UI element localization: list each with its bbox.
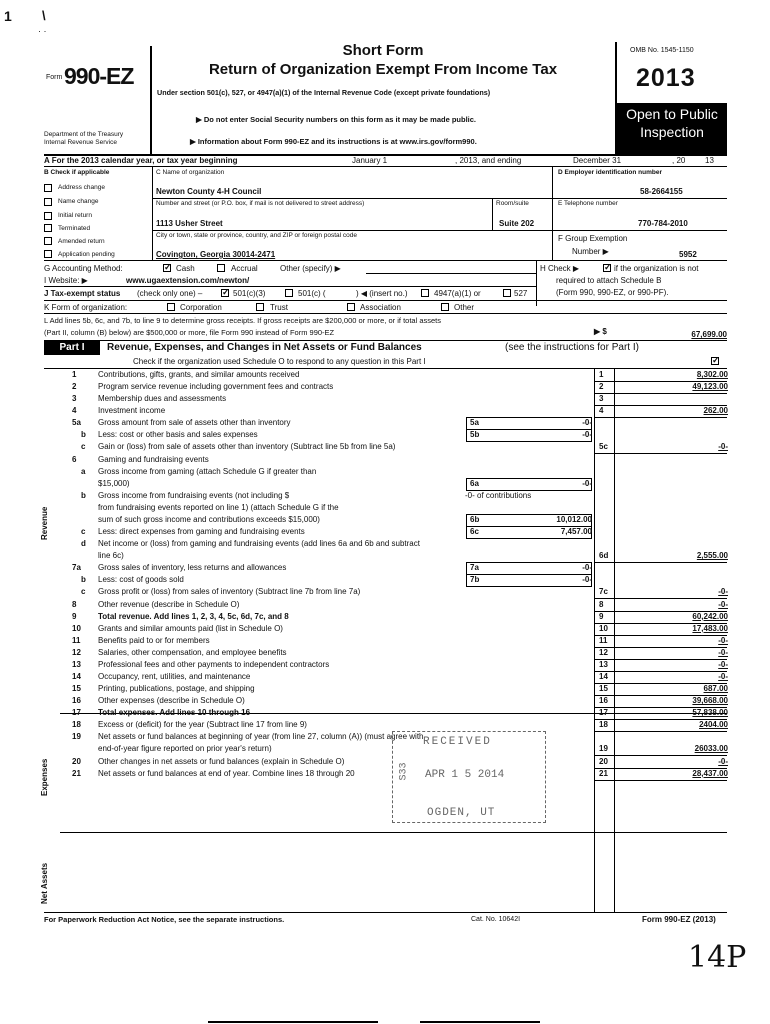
other-method-label: Other (specify) ▶ [280,264,341,273]
line-box-label: 2 [599,382,604,392]
received-stamp [392,731,546,823]
line-b-row [0,491,770,502]
line-description: Gain or (loss) from sale of assets other than inventory (Subtract line 5b from line 5a) [98,442,396,452]
line-description: from fundraising events reported on line 1) (attach Schedule G if the [98,502,339,512]
line-a-label: A For the 2013 calendar year, or tax year beginning [44,156,238,165]
form-of-org-label: K Form of organization: [44,303,128,312]
association-checkbox[interactable] [347,303,355,311]
line-amount[interactable]: -0- [718,659,728,669]
line-description: Gross income from gaming (attach Schedule G if greater than [98,466,317,476]
group-number-label: Number ▶ [572,247,609,256]
line-amount[interactable]: 28,437.00 [692,768,728,778]
room-label: Room/suite [496,200,529,207]
line-box-label: 17 [599,708,608,718]
line-description: Other changes in net assets or fund balances (explain in Schedule O) [98,756,345,766]
line-a-mid: , 2013, and ending [455,156,522,165]
accrual-checkbox[interactable] [217,264,225,272]
inner-box-value[interactable]: 7,457.00 [560,527,592,537]
amended-return-label: Amended return [58,238,105,245]
stamp-location: OGDEN, UT [427,807,496,819]
cash-label: Cash [176,264,195,273]
line-number: a [81,466,86,476]
ein-label: D Employer identification number [558,169,663,176]
inner-box-label: 6c [470,527,479,537]
line-description: Program service revenue including government fees and contracts [98,382,334,392]
year-end-suffix: 13 [705,156,714,165]
line-description: Total revenue. Add lines 1, 2, 3, 4, 5c, 6d, 7c, and 8 [98,611,289,621]
line-number: 3 [72,394,77,404]
line-amount[interactable]: 262.00 [703,406,728,416]
line-number: 6 [72,454,77,464]
line-box-label: 7c [599,587,608,597]
line-number: 12 [72,647,81,657]
tax-exempt-note: (check only one) – [137,289,203,298]
501c3-label: 501(c)(3) [233,289,266,298]
line-l-dollar: ▶ $ [594,327,607,336]
org-name-label: C Name of organization [156,169,225,176]
line-box-label: 13 [599,659,608,669]
line-5b-row [0,430,770,441]
line-number: 20 [72,756,81,766]
501c-checkbox[interactable] [285,289,293,297]
title-short: Short Form [342,42,424,59]
inner-box-label: 6b [470,514,480,524]
line-box-label: 3 [599,394,604,404]
line-description: Gross income from fundraising events (not including $ [98,490,290,500]
line-description: Gross profit or (loss) from sales of inventory (Subtract line 7b from line 7a) [98,587,361,597]
inner-box-value[interactable]: -0- [582,418,592,428]
line-box-label: 9 [599,611,604,621]
line-amount[interactable]: 687.00 [703,684,728,694]
city-label: City or town, state or province, country, and ZIP or foreign postal code [156,232,357,239]
line-6d-row [0,551,770,562]
line-number: 7a [72,563,81,573]
line-21-row [0,769,770,780]
stamp-side: S33 [398,762,410,781]
city-state-zip[interactable]: Covington, Georgia 30014-2471 [156,250,276,259]
line-box-label: 20 [599,756,608,766]
line-16-row [0,696,770,707]
line-box-label: 12 [599,647,608,657]
name-change-label: Name change [58,198,99,205]
inner-box-value[interactable]: -0- [582,430,592,440]
line-number: d [81,539,86,549]
initial-return-label: Initial return [58,212,92,219]
line-5a-row [0,418,770,429]
line-description: Gross amount from sale of assets other than inventory [98,418,291,428]
line-number: 18 [72,720,81,730]
website-value[interactable]: www.ugaextension.com/newton/ [126,276,250,285]
line-number: 1 [72,370,77,379]
inner-box-value[interactable]: -0- [582,563,592,573]
line-h-text: if the organization is not [614,264,699,273]
phone-value[interactable]: 770-784-2010 [638,219,688,228]
line-19-row [0,744,770,755]
line-amount[interactable]: -0- [718,756,728,766]
form-prefix: Form [46,74,63,81]
gross-receipts-value[interactable]: 67,699.00 [691,330,727,339]
line-description: Other expenses (describe in Schedule O) [98,696,245,706]
form-reference: Form 990-EZ (2013) [642,915,716,924]
line-a-row [0,467,770,478]
cash-checkbox[interactable] [163,264,171,272]
line-description: Investment income [98,406,166,416]
line-description: Gross sales of inventory, less returns and allowances [98,563,287,573]
line-description: Membership dues and assessments [98,394,227,404]
line-box-label: 16 [599,696,608,706]
4947-label: 4947(a)(1) or [434,289,481,298]
line-l-text2: (Part II, column (B) below) are $500,000 or more, file Form 990 instead of Form 990-EZ [44,328,335,337]
line-h-label: H Check ▶ [540,264,580,273]
amended-return-checkbox[interactable] [44,237,52,245]
line-19-row [0,732,770,743]
line-amount[interactable]: -0- [718,647,728,657]
501c-label: 501(c) ( [298,289,326,298]
line-number: c [81,527,86,537]
org-name[interactable]: Newton County 4-H Council [156,187,262,196]
line-3-row [0,394,770,405]
tax-year-end: December 31 [573,156,622,165]
corporation-label: Corporation [180,303,222,312]
line-description: Less: cost or other basis and sales expenses [98,430,258,440]
subtitle: Under section 501(c), 527, or 4947(a)(1) of the Internal Revenue Code (except private foundations) [157,88,491,97]
line-amount[interactable]: 26033.00 [694,744,728,754]
line-number: 17 [72,708,81,718]
line-description: end-of-year figure reported on prior year's return) [98,744,272,754]
line-cont-row [0,503,770,514]
line-description: Benefits paid to or for members [98,635,210,645]
line-box-label: 21 [599,768,608,778]
line-amount[interactable]: 17,483.00 [692,623,728,633]
line-7b-row [0,575,770,586]
line-h-text2: required to attach Schedule B [556,276,662,285]
line-box-label: 18 [599,720,608,730]
inner-box-label: 5b [470,430,480,440]
line-4-row [0,406,770,417]
open-public-1: Open to Public [626,106,718,122]
line-box-label: 11 [599,635,608,645]
application-pending-label: Application pending [58,251,115,258]
street-address[interactable]: 1113 Usher Street [156,219,223,228]
dept-line1: Department of the Treasury [44,131,124,138]
line-number: b [81,490,86,500]
dept-line2: Internal Revenue Service [44,139,117,146]
line-number: 10 [72,623,81,633]
line-box-label: 10 [599,623,608,633]
terminated-label: Terminated [58,225,91,232]
line-description-tail: -0- of contributions [465,490,532,500]
line-6b-row [0,515,770,526]
margin-mark: · · [38,26,47,36]
tax-year-begin: January 1 [352,156,388,165]
accounting-method-label: G Accounting Method: [44,264,123,273]
line-17-row [0,708,770,719]
other-org-label: Other [454,303,475,312]
stamp-date: APR 1 5 2014 [425,769,505,781]
line-6a-row [0,479,770,490]
line-description: Grants and similar amounts paid (list in Schedule O) [98,623,283,633]
inner-box-label: 7b [470,575,480,585]
line-12-row [0,648,770,659]
line-box-label: 5c [599,442,608,452]
application-pending-checkbox[interactable] [44,250,52,258]
line-description: Gaming and fundraising events [98,454,209,464]
501c3-checkbox[interactable] [221,289,229,297]
expenses-side-label: Expenses [40,758,49,796]
inner-box-value[interactable]: 10,012.00 [556,514,592,524]
line-7a-row [0,563,770,574]
line-6-row [0,455,770,466]
line-l-text1: L Add lines 5b, 6c, and 7b, to line 9 to determine gross receipts. If gross receipts are $200,000 or more, or if total assets [44,316,442,325]
title-main: Return of Organization Exempt From Income Tax [208,61,558,78]
line-description: $15,000) [98,478,130,488]
inner-box-value[interactable]: -0- [582,575,592,585]
line-box-label: 19 [599,744,608,754]
line-description: Occupancy, rent, utilities, and maintenance [98,672,251,681]
schedule-o-check-text: Check if the organization used Schedule O to respond to any question in this Part I [133,357,426,366]
line-description: Excess or (deficit) for the year (Subtract line 17 from line 9) [98,720,307,730]
line-description: Net assets or fund balances at beginning of year (from line 27, column (A)) (must agree with [98,732,424,742]
line-number: 15 [72,684,81,694]
line-18-row [0,720,770,731]
line-number: 2 [72,382,77,392]
line-description: line 6c) [98,551,124,561]
line-amount[interactable]: -0- [718,442,728,452]
info-note: ▶ Information about Form 990-EZ and its instructions is at www.irs.gov/form990. [190,137,477,146]
line-number: b [81,430,86,440]
accrual-label: Accrual [231,264,258,273]
inner-box-label: 5a [470,418,479,428]
line-number: 16 [72,696,81,706]
line-description: Salaries, other compensation, and employee benefits [98,647,287,657]
schedule-b-checkbox[interactable] [603,264,611,272]
line-description: Printing, publications, postage, and shipping [98,684,255,694]
line-11-row [0,636,770,647]
line-amount[interactable]: -0- [718,599,728,609]
line-6c-row [0,527,770,538]
line-description: Less: cost of goods sold [98,575,184,585]
line-9-row [0,612,770,623]
line-box-label: 8 [599,599,604,609]
line-14-row [0,672,770,683]
line-description: Other revenue (describe in Schedule O) [98,599,240,609]
line-number: 19 [72,732,81,742]
527-checkbox[interactable] [503,289,511,297]
line-number: 14 [72,672,81,681]
stamp-received: RECEIVED [423,736,492,748]
527-label: 527 [514,289,528,298]
line-box-label: 15 [599,684,608,694]
line-number: c [81,442,86,452]
inner-box-label: 6a [470,478,479,488]
name-change-checkbox[interactable] [44,198,52,206]
line-description: Contributions, gifts, grants, and similar amounts received [98,370,300,379]
margin-mark: 1 [4,8,12,24]
trust-checkbox[interactable] [256,303,264,311]
group-exemption-label: F Group Exemption [558,234,628,243]
trust-label: Trust [270,303,288,312]
line-amount[interactable]: 49,123.00 [692,382,728,392]
line-10-row [0,624,770,635]
suite[interactable]: Suite 202 [499,219,535,228]
line-description: Net assets or fund balances at end of year. Combine lines 18 through 20 [98,768,355,778]
line-description: Net income or (loss) from gaming and fundraising events (add lines 6a and 6b and subtract [98,539,420,549]
line-number: 11 [72,635,81,645]
line-amount[interactable]: 8,302.00 [696,370,728,379]
line-number: c [81,587,86,597]
margin-mark: \ [42,8,46,23]
line-amount[interactable]: 39,668.00 [692,696,728,706]
line-amount[interactable]: -0- [718,672,728,681]
insert-no-label: ) ◀ (insert no.) [356,289,408,298]
line-8-row [0,600,770,611]
line-d-row [0,539,770,550]
cat-number: Cat. No. 10642I [471,916,521,923]
corporation-checkbox[interactable] [167,303,175,311]
4947-checkbox[interactable] [421,289,429,297]
line-amount[interactable]: -0- [718,635,728,645]
initial-return-checkbox[interactable] [44,212,52,220]
line-1-row [0,370,770,381]
part1-tag: Part I [44,341,100,355]
tax-year: 2013 [636,64,696,92]
part1-title: Revenue, Expenses, and Changes in Net Assets or Fund Balances [107,342,422,353]
line-7c-row [0,587,770,598]
line-20-row [0,757,770,768]
line-number: 21 [72,768,81,778]
line-number: 9 [72,611,77,621]
open-public-2: Inspection [640,124,704,140]
phone-label: E Telephone number [558,200,618,207]
line-13-row [0,660,770,671]
tax-exempt-label: J Tax-exempt status [44,289,121,298]
line-amount[interactable]: 57,838.00 [692,708,728,718]
line-number: b [81,575,86,585]
schedule-o-checkbox[interactable] [711,357,719,365]
line-box-label: 14 [599,672,608,681]
group-number-value[interactable]: 5952 [679,250,697,259]
street-label: Number and street (or P.O. box, if mail is not delivered to street address) [156,200,365,207]
ssn-note: ▶ Do not enter Social Security numbers on this form as it may be made public. [196,115,476,124]
address-change-checkbox[interactable] [44,184,52,192]
line-box-label: 1 [599,370,604,379]
year-prefix: , 20 [672,156,686,165]
line-5c-row [0,442,770,453]
line-amount[interactable]: 2,555.00 [696,551,728,561]
revenue-side-label: Revenue [40,506,49,540]
inner-box-value[interactable]: -0- [582,478,592,488]
line-number: 4 [72,406,77,416]
line-number: 5a [72,418,81,428]
line-amount[interactable]: -0- [718,587,728,597]
address-change-label: Address change [58,184,105,191]
net-assets-side-label: Net Assets [40,862,49,904]
line-amount[interactable]: 2404.00 [699,720,728,730]
line-2-row [0,382,770,393]
association-label: Association [360,303,401,312]
part1-title-tail: (see the instructions for Part I) [505,342,639,353]
paperwork-notice: For Paperwork Reduction Act Notice, see the separate instructions. [44,915,285,924]
other-org-checkbox[interactable] [441,303,449,311]
line-number: 8 [72,599,77,609]
line-box-label: 6d [599,551,609,561]
line-description: sum of such gross income and contributions exceeds $15,000) [98,514,320,524]
ein-value[interactable]: 58-2664155 [640,187,683,196]
terminated-checkbox[interactable] [44,224,52,232]
omb-number: OMB No. 1545-1150 [630,47,694,54]
line-15-row [0,684,770,695]
line-amount[interactable]: 60,242.00 [692,611,728,621]
line-b-title: B Check if applicable [44,169,110,176]
line-description: Professional fees and other payments to independent contractors [98,659,330,669]
line-h-text3: (Form 990, 990-EZ, or 990-PF). [556,288,669,297]
line-description: Total expenses. Add lines 10 through 16 [98,708,251,718]
line-number: 13 [72,659,81,669]
inner-box-label: 7a [470,563,479,573]
handwritten-note: 14P [688,940,747,975]
line-description: Less: direct expenses from gaming and fundraising events [98,527,305,537]
line-box-label: 4 [599,406,604,416]
website-label: I Website: ▶ [44,276,88,285]
form-number: 990-EZ [64,63,134,89]
